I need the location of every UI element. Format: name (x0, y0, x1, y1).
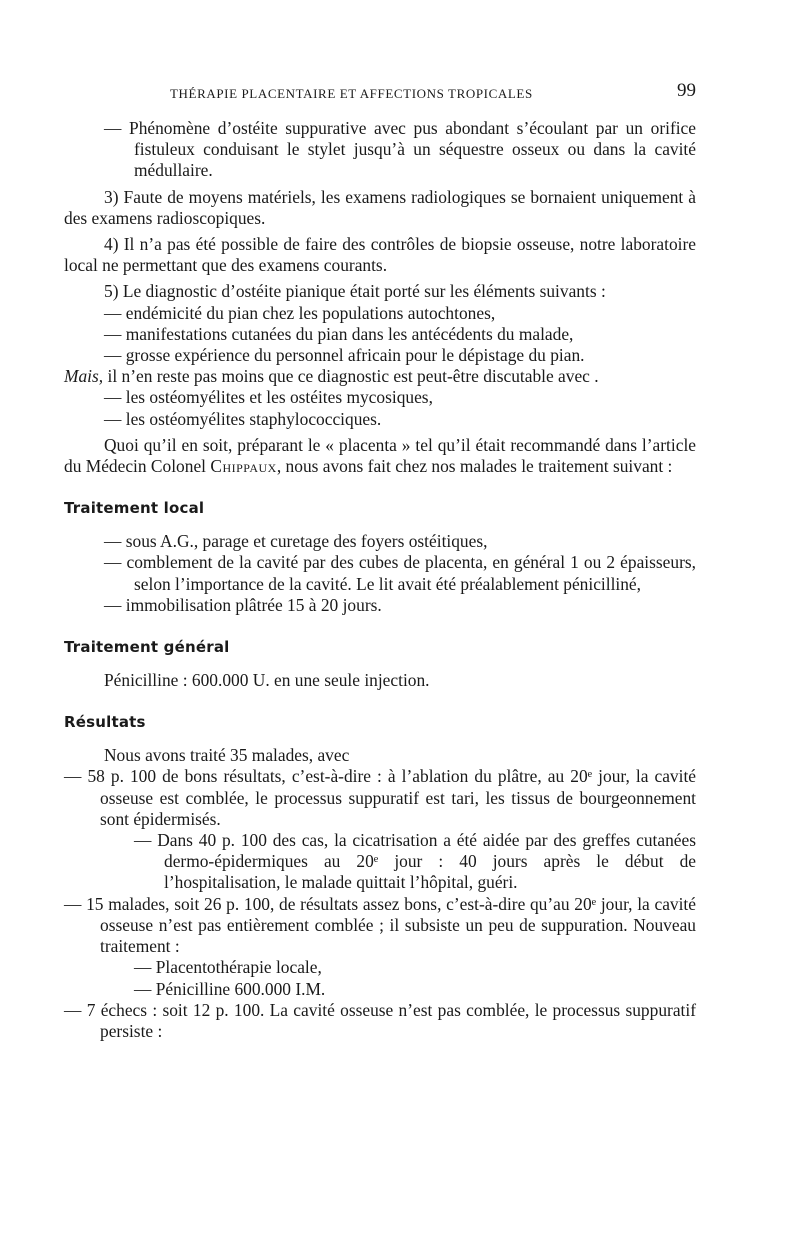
running-header (64, 80, 696, 108)
running-title: THÉRAPIE PLACENTAIRE ET AFFECTIONS TROPICALES (170, 86, 533, 101)
list-item: — grosse expérience du personnel africain pour le dépistage du pian. (104, 345, 585, 366)
paragraph-osteite-suppurative: — Phénomène d’ostéite suppurative avec pus abondant s’écoulant par un orifice fistuleux conduisant le stylet jusqu’à un séquestre osseux ou dans la cavité médullaire. (104, 118, 696, 181)
list-item: — immobilisation plâtrée 15 à 20 jours. (104, 594, 382, 615)
list-item: — les ostéomyélites et les ostéites mycosiques, (104, 387, 433, 408)
mais-word: Mais, (64, 366, 104, 387)
result-item-good: — 58 p. 100 de bons résultats, c’est-à-dire : à l’ablation du plâtre, au 20ᵉ jour, la cavité osseuse est comblée, le processus suppuratif est tari, les tissus de bourgeonnement sont épidermisés. (64, 766, 696, 829)
list-item: — comblement de la cavité par des cubes de placenta, en général 1 ou 2 épaisseurs, selon l’importance de la cavité. Le lit avait été préalablement pénicilliné, (104, 552, 696, 594)
heading-resultats: Résultats (64, 713, 146, 732)
paragraph-results-intro: Nous avons traité 35 malades, avec (104, 745, 350, 766)
paragraph-quoi-quil (64, 435, 696, 477)
result-subitem-greffes: — Dans 40 p. 100 des cas, la cicatrisation a été aidée par des greffes cutanées dermo-épidermiques au 20ᵉ jour : 40 jours après le début de l’hospitalisation, le malade quittait l’hôpital, guéri. (134, 830, 696, 893)
paragraph-mais (64, 366, 696, 387)
list-item: — les ostéomyélites staphylococciques. (104, 408, 382, 429)
result-item-failures: — 7 échecs : soit 12 p. 100. La cavité osseuse n’est pas comblée, le processus suppuratif persiste : (64, 999, 696, 1041)
p5-text-a: Quoi qu’il en soit, préparant le « placenta » tel qu’il était recommandé dans l’article du Médecin Colonel (64, 434, 696, 477)
paragraph-item-5: 5) Le diagnostic d’ostéite pianique était porté sur les éléments suivants : (104, 281, 606, 302)
author-name: Chippaux (210, 456, 277, 477)
mais-text: il n’en reste pas moins que ce diagnostic est peut-être discutable avec . (103, 366, 599, 387)
list-item: — Pénicilline 600.000 I.M. (134, 978, 326, 999)
list-item: — endémicité du pian chez les populations autochtones, (104, 302, 496, 323)
paragraph-item-4: 4) Il n’a pas été possible de faire des contrôles de biopsie osseuse, notre laboratoire local ne permettant que des examens courants. (64, 234, 696, 276)
page-body (64, 118, 696, 1042)
paragraph-item-3: 3) Faute de moyens matériels, les examens radiologiques se bornaient uniquement à des examens radioscopiques. (64, 186, 696, 228)
result-item-fair: — 15 malades, soit 26 p. 100, de résultats assez bons, c’est-à-dire qu’au 20ᵉ jour, la cavité osseuse n’est pas entièrement comblée ; il subsiste un peu de suppuration. Nouveau traitement : (64, 893, 696, 957)
list-item: — sous A.G., parage et curetage des foyers ostéitiques, (104, 531, 488, 552)
paragraph-penicilline: Pénicilline : 600.000 U. en une seule injection. (104, 670, 430, 691)
heading-traitement-general: Traitement général (64, 638, 230, 657)
list-item: — Placentothérapie locale, (134, 957, 322, 978)
p5-text-b: , nous avons fait chez nos malades le traitement suivant : (276, 456, 673, 477)
page-number: 99 (677, 80, 696, 101)
heading-traitement-local: Traitement local (64, 499, 205, 518)
list-item: — manifestations cutanées du pian dans les antécédents du malade, (104, 323, 574, 344)
